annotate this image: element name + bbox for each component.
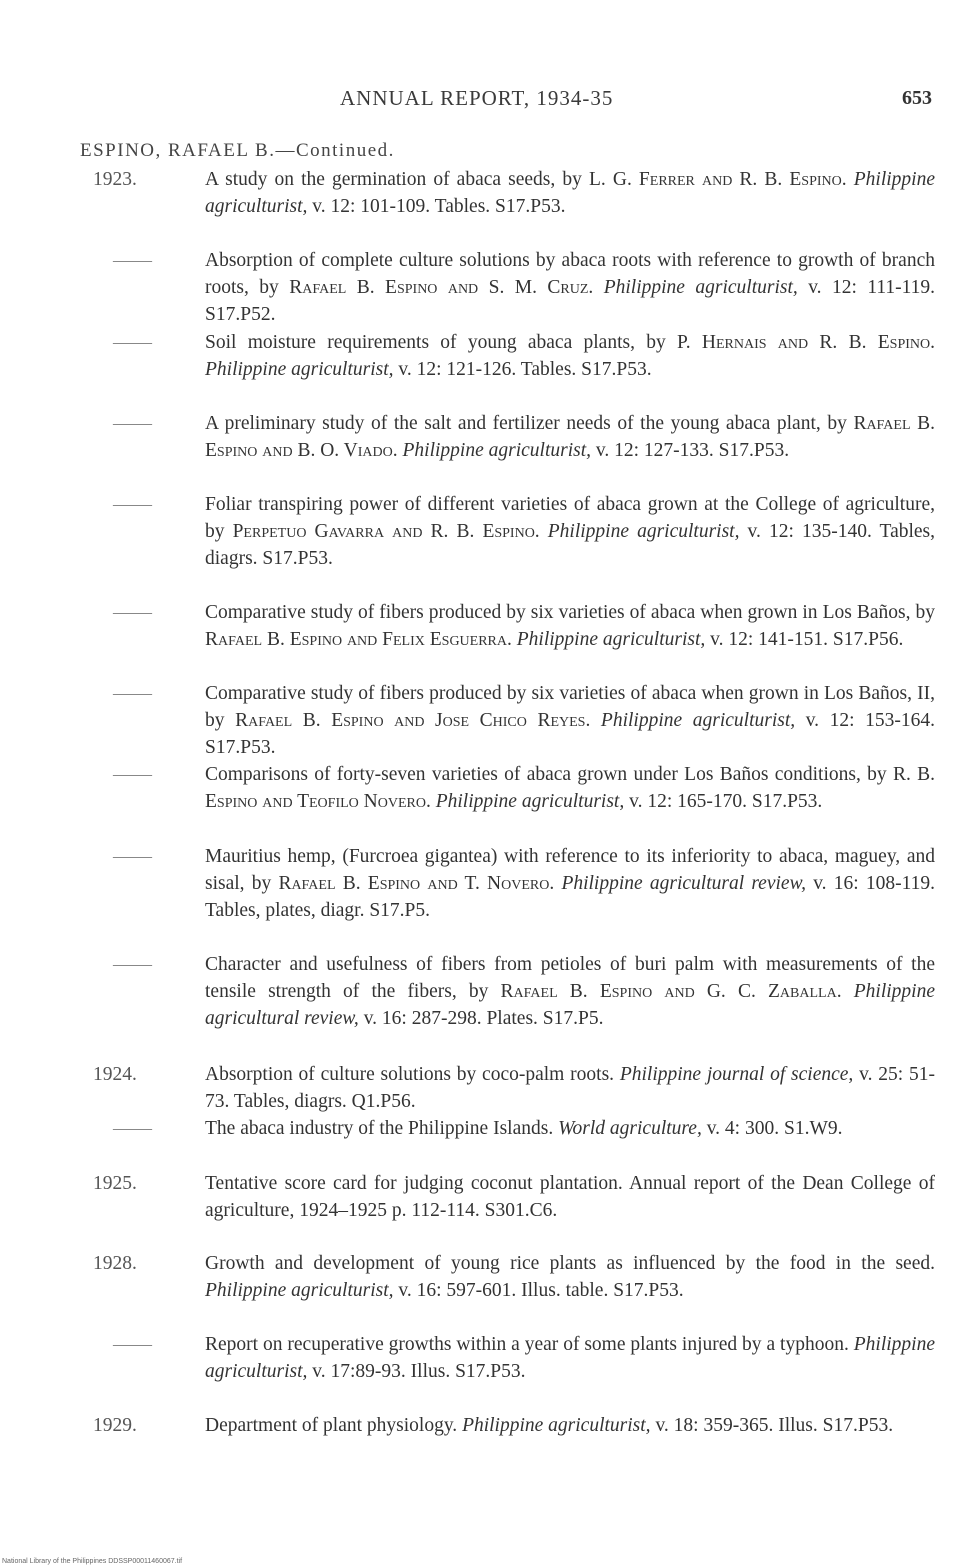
entry-dash: ——	[113, 764, 152, 785]
entry-citation: v. 16: 597-601. Illus. table. S17.P53.	[393, 1280, 684, 1301]
entry-journal: Philippine agriculturist,	[205, 1280, 394, 1301]
entry-journal: Philippine journal of science,	[619, 1064, 854, 1085]
entry-authors: Rafael B. Espino and T. Novero.	[278, 873, 555, 894]
entry-citation: v. 12: 135-140. Tables, diagrs. S17.P53.	[205, 521, 936, 569]
bibliography-entry	[93, 1170, 935, 1224]
bibliography-entry	[113, 680, 935, 761]
running-title: ANNUAL REPORT, 1934-35	[340, 86, 614, 110]
entry-journal: Philippine agriculturist,	[516, 629, 706, 650]
entry-citation: v. 12: 165-170. S17.P53.	[624, 791, 823, 812]
entry-journal: Philippine agriculturist,	[603, 277, 798, 298]
author-heading: ESPINO, RAFAEL B.—Continued.	[80, 140, 395, 161]
entry-authors: Rafael B. Espino and Jose Chico Reyes.	[235, 710, 591, 731]
entry-dash: ——	[113, 1334, 152, 1355]
entry-dash: ——	[113, 332, 152, 353]
entry-citation: v. 18: 359-365. Illus. S17.P53.	[650, 1415, 894, 1436]
bibliography-entry	[113, 247, 936, 328]
entry-journal: Philippine agriculturist,	[402, 440, 592, 461]
bibliography-entry	[113, 951, 935, 1032]
entry-year: 1925.	[93, 1173, 137, 1194]
entry-citation: v. 12: 141-151. S17.P56.	[705, 629, 904, 650]
entry-title: Report on recuperative growths within a year of some plants injured by a typhoon.	[205, 1334, 854, 1355]
bibliography-entry	[113, 843, 936, 924]
entry-title: Foliar transpiring power of different varieties of abaca grown at the College of agriculture, by	[205, 494, 935, 542]
entry-dash: ——	[113, 413, 152, 434]
entry-title: The abaca industry of the Philippine Islands.	[205, 1118, 559, 1139]
bibliography-entry	[113, 599, 935, 653]
bibliography-entry	[113, 410, 935, 464]
page-number: 653	[902, 87, 932, 109]
entry-year: 1924.	[93, 1064, 137, 1085]
entry-title: Mauritius hemp, (Furcroea gigantea) with reference to its inferiority to abaca, maguey, and sisal, by	[205, 846, 935, 894]
entry-title: Comparative study of fibers produced by six varieties of abaca when grown in Los Baños, II, by	[205, 683, 935, 731]
entry-citation: v. 25: 51-73. Tables, diagrs. Q1.P56.	[205, 1064, 935, 1112]
bibliography-entry	[93, 1061, 935, 1115]
entry-dash: ——	[113, 846, 152, 867]
entry-title: A preliminary study of the salt and fertilizer needs of the young abaca plant, by	[205, 413, 854, 434]
entry-journal: World agriculture,	[558, 1118, 702, 1139]
entry-year: 1929.	[93, 1415, 137, 1436]
entry-citation: v. 16: 108-119. Tables, plates, diagr. S17.P5.	[205, 873, 936, 921]
entry-authors: R. B. Espino and Teofilo Novero.	[205, 764, 935, 812]
bibliography-entry	[113, 761, 935, 815]
entry-title: A study on the germination of abaca seeds, by	[205, 169, 589, 190]
entry-journal: Philippine agriculturist,	[547, 521, 740, 542]
entry-citation: v. 16: 287-298. Plates. S17.P5.	[358, 1008, 604, 1029]
entry-journal: Philippine agriculturist,	[205, 359, 394, 380]
entry-journal: Philippine agriculturist,	[435, 791, 625, 812]
entry-title: Comparative study of fibers produced by six varieties of abaca when grown in Los Baños, by	[205, 602, 935, 623]
entry-title: Absorption of complete culture solutions by abaca roots with reference to growth of branch roots, by	[205, 250, 935, 298]
bibliography-entry	[113, 491, 936, 572]
entry-journal: Philippine agriculturist,	[205, 1334, 935, 1382]
bibliography-entry	[93, 1250, 935, 1304]
entry-authors: Rafael B. Espino and G. C. Zaballa.	[500, 981, 842, 1002]
entry-dash: ——	[113, 250, 152, 271]
entry-year: 1923.	[93, 169, 137, 190]
entry-citation: v. 12: 121-126. Tables. S17.P53.	[393, 359, 652, 380]
entry-journal: Philippine agricultural review,	[561, 873, 806, 894]
bibliography-entry	[93, 1412, 935, 1439]
entry-title: Character and usefulness of fibers from petioles of buri palm with measurements of the tensile strength of the fibers, by	[205, 954, 935, 1002]
entry-authors: Perpetuo Gavarra and R. B. Espino.	[232, 521, 540, 542]
entry-dash: ——	[113, 683, 152, 704]
bibliography-entry	[113, 329, 935, 383]
entry-authors: Rafael B. Espino and B. O. Viado.	[205, 413, 935, 461]
entry-journal: Philippine agriculturist,	[600, 710, 796, 731]
entry-dash: ——	[113, 602, 152, 623]
entry-dash: ——	[113, 1118, 152, 1139]
bibliography-entry	[113, 1115, 935, 1142]
entry-citation: v. 12: 127-133. S17.P53.	[591, 440, 790, 461]
entry-authors: Rafael B. Espino and S. M. Cruz.	[289, 277, 594, 298]
entry-citation: v. 4: 300. S1.W9.	[701, 1118, 843, 1139]
entry-citation: v. 12: 101-109. Tables. S17.P53.	[307, 196, 566, 217]
scan-footer: National Library of the Philippines DDSSP00011460067.tif	[2, 1558, 183, 1565]
entry-title: Growth and development of young rice plants as influenced by the food in the seed.	[205, 1253, 935, 1274]
entry-journal: Philippine agriculturist,	[462, 1415, 651, 1436]
bibliography-entry	[113, 1331, 935, 1385]
entry-journal: Philippine agriculturist,	[205, 169, 935, 217]
entry-title: Tentative score card for judging coconut plantation. Annual report of the Dean College of agriculture, 1924–1925 p. 112-114. S301.C6.	[205, 1173, 935, 1221]
entry-dash: ——	[113, 494, 152, 515]
entry-title: Absorption of culture solutions by coco-palm roots.	[205, 1064, 620, 1085]
entry-authors: Rafael B. Espino and Felix Esguerra.	[205, 629, 512, 650]
entry-citation: v. 12: 153-164. S17.P53.	[205, 710, 935, 758]
entry-journal: Philippine agricultural review,	[205, 981, 935, 1029]
entry-dash: ——	[113, 954, 152, 975]
entry-year: 1928.	[93, 1253, 137, 1274]
entry-title: Soil moisture requirements of young abaca plants, by	[205, 332, 678, 353]
entry-citation: v. 17:89-93. Illus. S17.P53.	[307, 1361, 526, 1382]
entry-title: Comparisons of forty-seven varieties of abaca grown under Los Baños conditions, by	[205, 764, 893, 785]
bibliography-entry	[93, 166, 935, 220]
entry-title: Department of plant physiology.	[205, 1415, 463, 1436]
page-header	[0, 86, 979, 114]
entry-citation: v. 12: 111-119. S17.P52.	[205, 277, 936, 325]
entry-authors: P. Hernais and R. B. Espino.	[677, 332, 935, 353]
entry-authors: L. G. Ferrer and R. B. Espino.	[588, 169, 847, 190]
